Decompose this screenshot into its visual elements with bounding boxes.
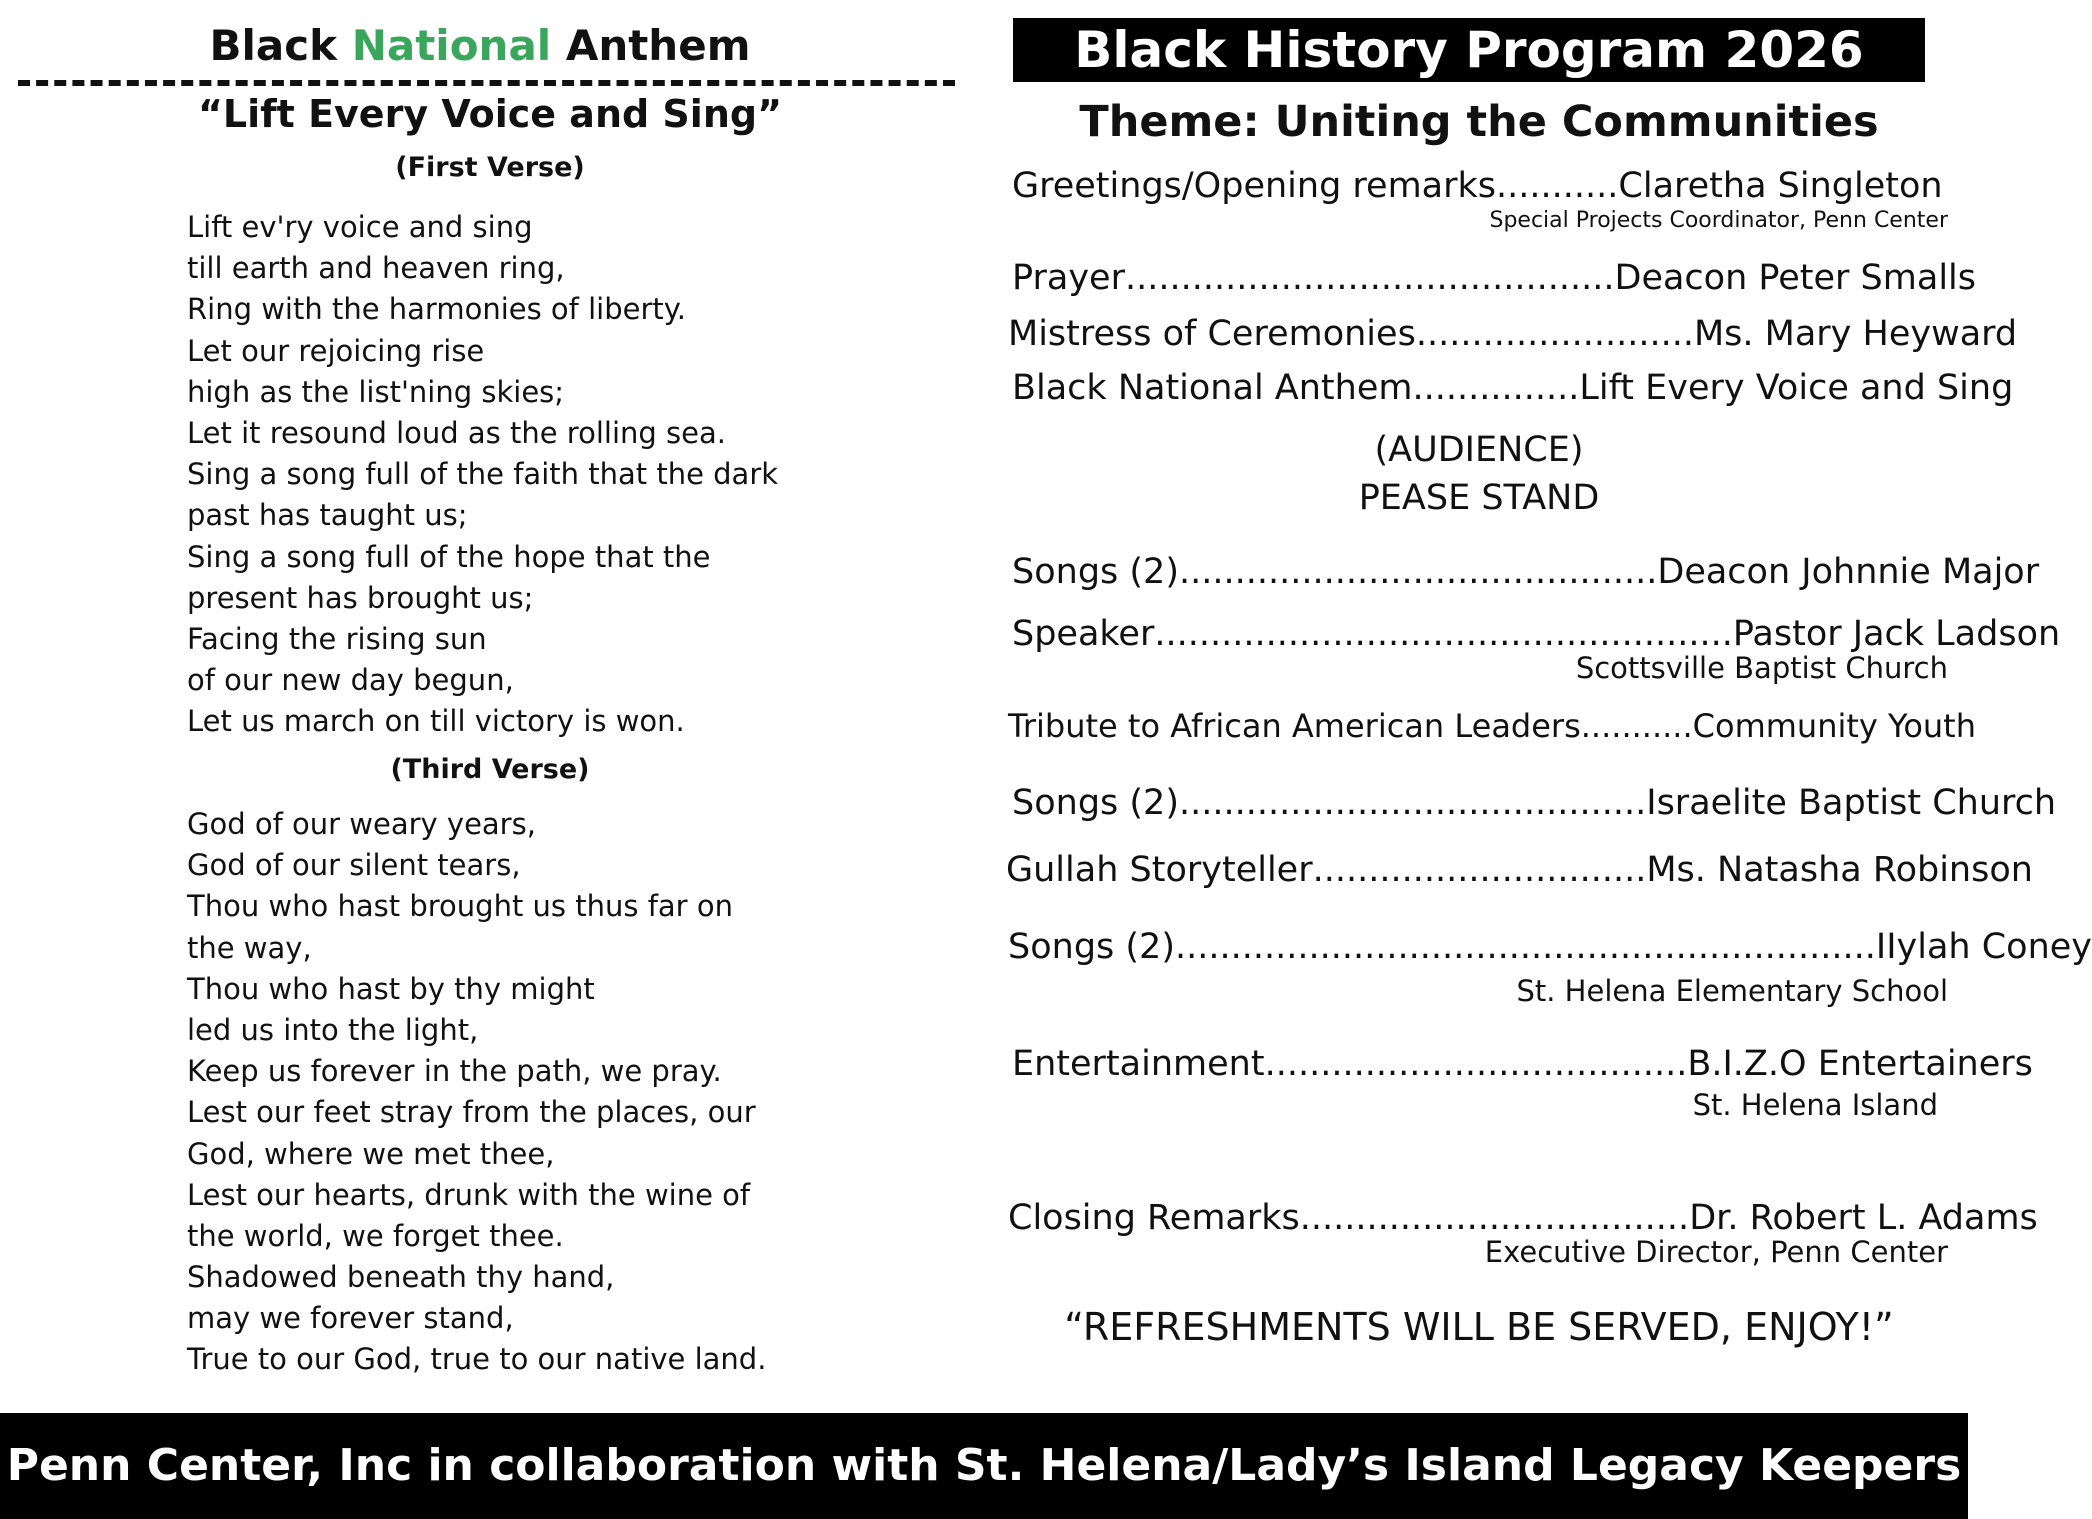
program-item-label: Speaker	[1012, 614, 1155, 654]
program-item-name: Dr. Robert L. Adams	[1689, 1198, 2038, 1238]
anthem-heading-word-2: National	[351, 21, 552, 70]
lyric-line: high as the list'ning skies;	[187, 374, 565, 409]
program-theme: Theme: Uniting the Communities	[1079, 97, 1879, 147]
dot-leader: ..........................................	[1178, 783, 1647, 823]
program-item-name: B.I.Z.O Entertainers	[1687, 1044, 2033, 1084]
dot-leader: ......................................	[1264, 1044, 1688, 1084]
dot-leader: ...............	[1412, 368, 1580, 408]
dot-leader: ............................................	[1124, 258, 1615, 298]
program-item-label: Mistress of Ceremonies	[1008, 314, 1416, 354]
refreshments-note: “REFRESHMENTS WILL BE SERVED, ENJOY!”	[1064, 1305, 1894, 1349]
closing-subtitle: Executive Director, Penn Center	[1484, 1235, 1948, 1269]
dot-leader: ...........................................	[1178, 552, 1658, 592]
program-item-prayer	[1012, 254, 1977, 302]
program-panel	[990, 0, 2092, 1410]
lyric-line: Thou who hast by thy might	[187, 971, 595, 1006]
program-item-label: Black National Anthem	[1012, 368, 1413, 408]
program-item-name: Lift Every Voice and Sing	[1579, 368, 2014, 408]
anthem-heading-word-1: Black	[209, 21, 338, 70]
dot-leader: ...........	[1496, 166, 1619, 206]
lyric-line: True to our God, true to our native land.	[187, 1342, 767, 1377]
lyric-line: may we forever stand,	[187, 1301, 514, 1336]
program-item-storyteller	[1006, 846, 2033, 894]
dot-leader: ...........	[1580, 707, 1693, 745]
stand-note: PEASE STAND	[1358, 478, 1600, 518]
dot-leader: ....................................................	[1154, 614, 1733, 654]
audience-note: (AUDIENCE)	[1374, 430, 1584, 470]
program-item-entertainment	[1012, 1040, 2033, 1088]
lyric-line: of our new day begun,	[187, 663, 514, 698]
entertainment-subtitle: St. Helena Island	[1692, 1088, 1938, 1122]
lyric-line: Facing the rising sun	[187, 621, 487, 656]
lyric-line: Let it resound loud as the rolling sea.	[187, 415, 726, 450]
program-item-label: Songs (2)	[1012, 552, 1179, 592]
lyric-line: God of our silent tears,	[187, 848, 521, 883]
lyric-line: till earth and heaven ring,	[187, 251, 565, 286]
anthem-heading	[0, 18, 960, 74]
lyric-line: Lest our feet stray from the places, our	[187, 1095, 756, 1130]
program-item-greetings	[1012, 162, 1947, 210]
program-title: Black History Program 2026	[1013, 18, 1925, 82]
dot-leader: ...................................	[1299, 1198, 1690, 1238]
dot-leader: ..............................	[1312, 850, 1647, 890]
anthem-panel	[0, 0, 980, 1410]
lyric-line: Lift ev'ry voice and sing	[187, 210, 533, 244]
program-item-name: Israelite Baptist Church	[1646, 783, 2057, 823]
program-item-name: Deacon Johnnie Major	[1657, 552, 2040, 592]
program-item-anthem	[1012, 364, 2014, 412]
program-item-name: Deacon Peter Smalls	[1614, 258, 1977, 298]
program-item-label: Tribute to African American Leaders	[1008, 707, 1581, 745]
first-verse-label: (First Verse)	[395, 152, 585, 183]
dashed-divider	[18, 80, 955, 86]
lyric-line: the way,	[187, 930, 312, 965]
program-item-label: Greetings/Opening remarks	[1012, 166, 1497, 206]
program-item-label: Gullah Storyteller	[1006, 850, 1313, 890]
program-item-label: Prayer	[1012, 258, 1125, 298]
lyric-line: Lest our hearts, drunk with the wine of	[187, 1177, 751, 1212]
program-item-name: Ms. Natasha Robinson	[1646, 850, 2033, 890]
speaker-subtitle: Scottsville Baptist Church	[1575, 651, 1948, 685]
song-title: “Lift Every Voice and Sing”	[197, 92, 783, 136]
program-item-name: Pastor Jack Ladson	[1732, 614, 2061, 654]
program-item-name: IIylah Coney	[1875, 927, 2092, 967]
program-item-mistress	[1008, 310, 2018, 358]
songs-school-subtitle: St. Helena Elementary School	[1516, 974, 1948, 1008]
lyric-line: Let us march on till victory is won.	[187, 704, 685, 739]
program-item-songs-1	[1012, 548, 2040, 596]
lyric-line: God, where we met thee,	[187, 1136, 555, 1171]
program-item-label: Songs (2)	[1012, 783, 1179, 823]
program-item-name: Claretha Singleton	[1618, 166, 1943, 206]
lyric-line: Thou who hast brought us thus far on	[187, 889, 733, 924]
program-item-name: Community Youth	[1692, 707, 1976, 745]
program-item-label: Songs (2)	[1008, 927, 1175, 967]
program-item-tribute	[1008, 702, 1976, 750]
lyric-line: Sing a song full of the hope that the	[187, 539, 711, 574]
lyric-line: present has brought us;	[187, 580, 534, 615]
dot-leader: .........................	[1415, 314, 1694, 354]
lyric-line: Let our rejoicing rise	[187, 333, 485, 368]
program-item-label: Entertainment	[1012, 1044, 1265, 1084]
program-item-songs-3	[1008, 923, 2092, 971]
lyric-line: the world, we forget thee.	[187, 1218, 564, 1253]
lyric-line: Keep us forever in the path, we pray.	[187, 1054, 722, 1089]
third-verse-label: (Third Verse)	[390, 754, 590, 785]
program-item-label: Closing Remarks	[1008, 1198, 1300, 1238]
program-item-songs-2	[1012, 779, 2057, 827]
lyric-line: led us into the light,	[187, 1012, 479, 1047]
lyric-line: Ring with the harmonies of liberty.	[187, 292, 687, 327]
greetings-subtitle: Special Projects Coordinator, Penn Center	[1489, 208, 1948, 233]
lyric-line: Shadowed beneath thy hand,	[187, 1260, 615, 1295]
footer-text: Penn Center, Inc in collaboration with St. Helena/Lady’s Island Legacy Keepers	[6, 1440, 1962, 1491]
dot-leader: ...............................................................	[1174, 927, 1876, 967]
first-verse-lyrics	[187, 207, 947, 742]
lyric-line: God of our weary years,	[187, 807, 536, 841]
program-item-name: Ms. Mary Heyward	[1693, 314, 2018, 354]
lyric-line: past has taught us;	[187, 498, 468, 533]
third-verse-lyrics	[187, 804, 947, 1381]
lyric-line: Sing a song full of the faith that the dark	[187, 457, 779, 492]
footer-banner	[0, 1413, 1968, 1519]
anthem-heading-word-3: Anthem	[565, 21, 751, 70]
